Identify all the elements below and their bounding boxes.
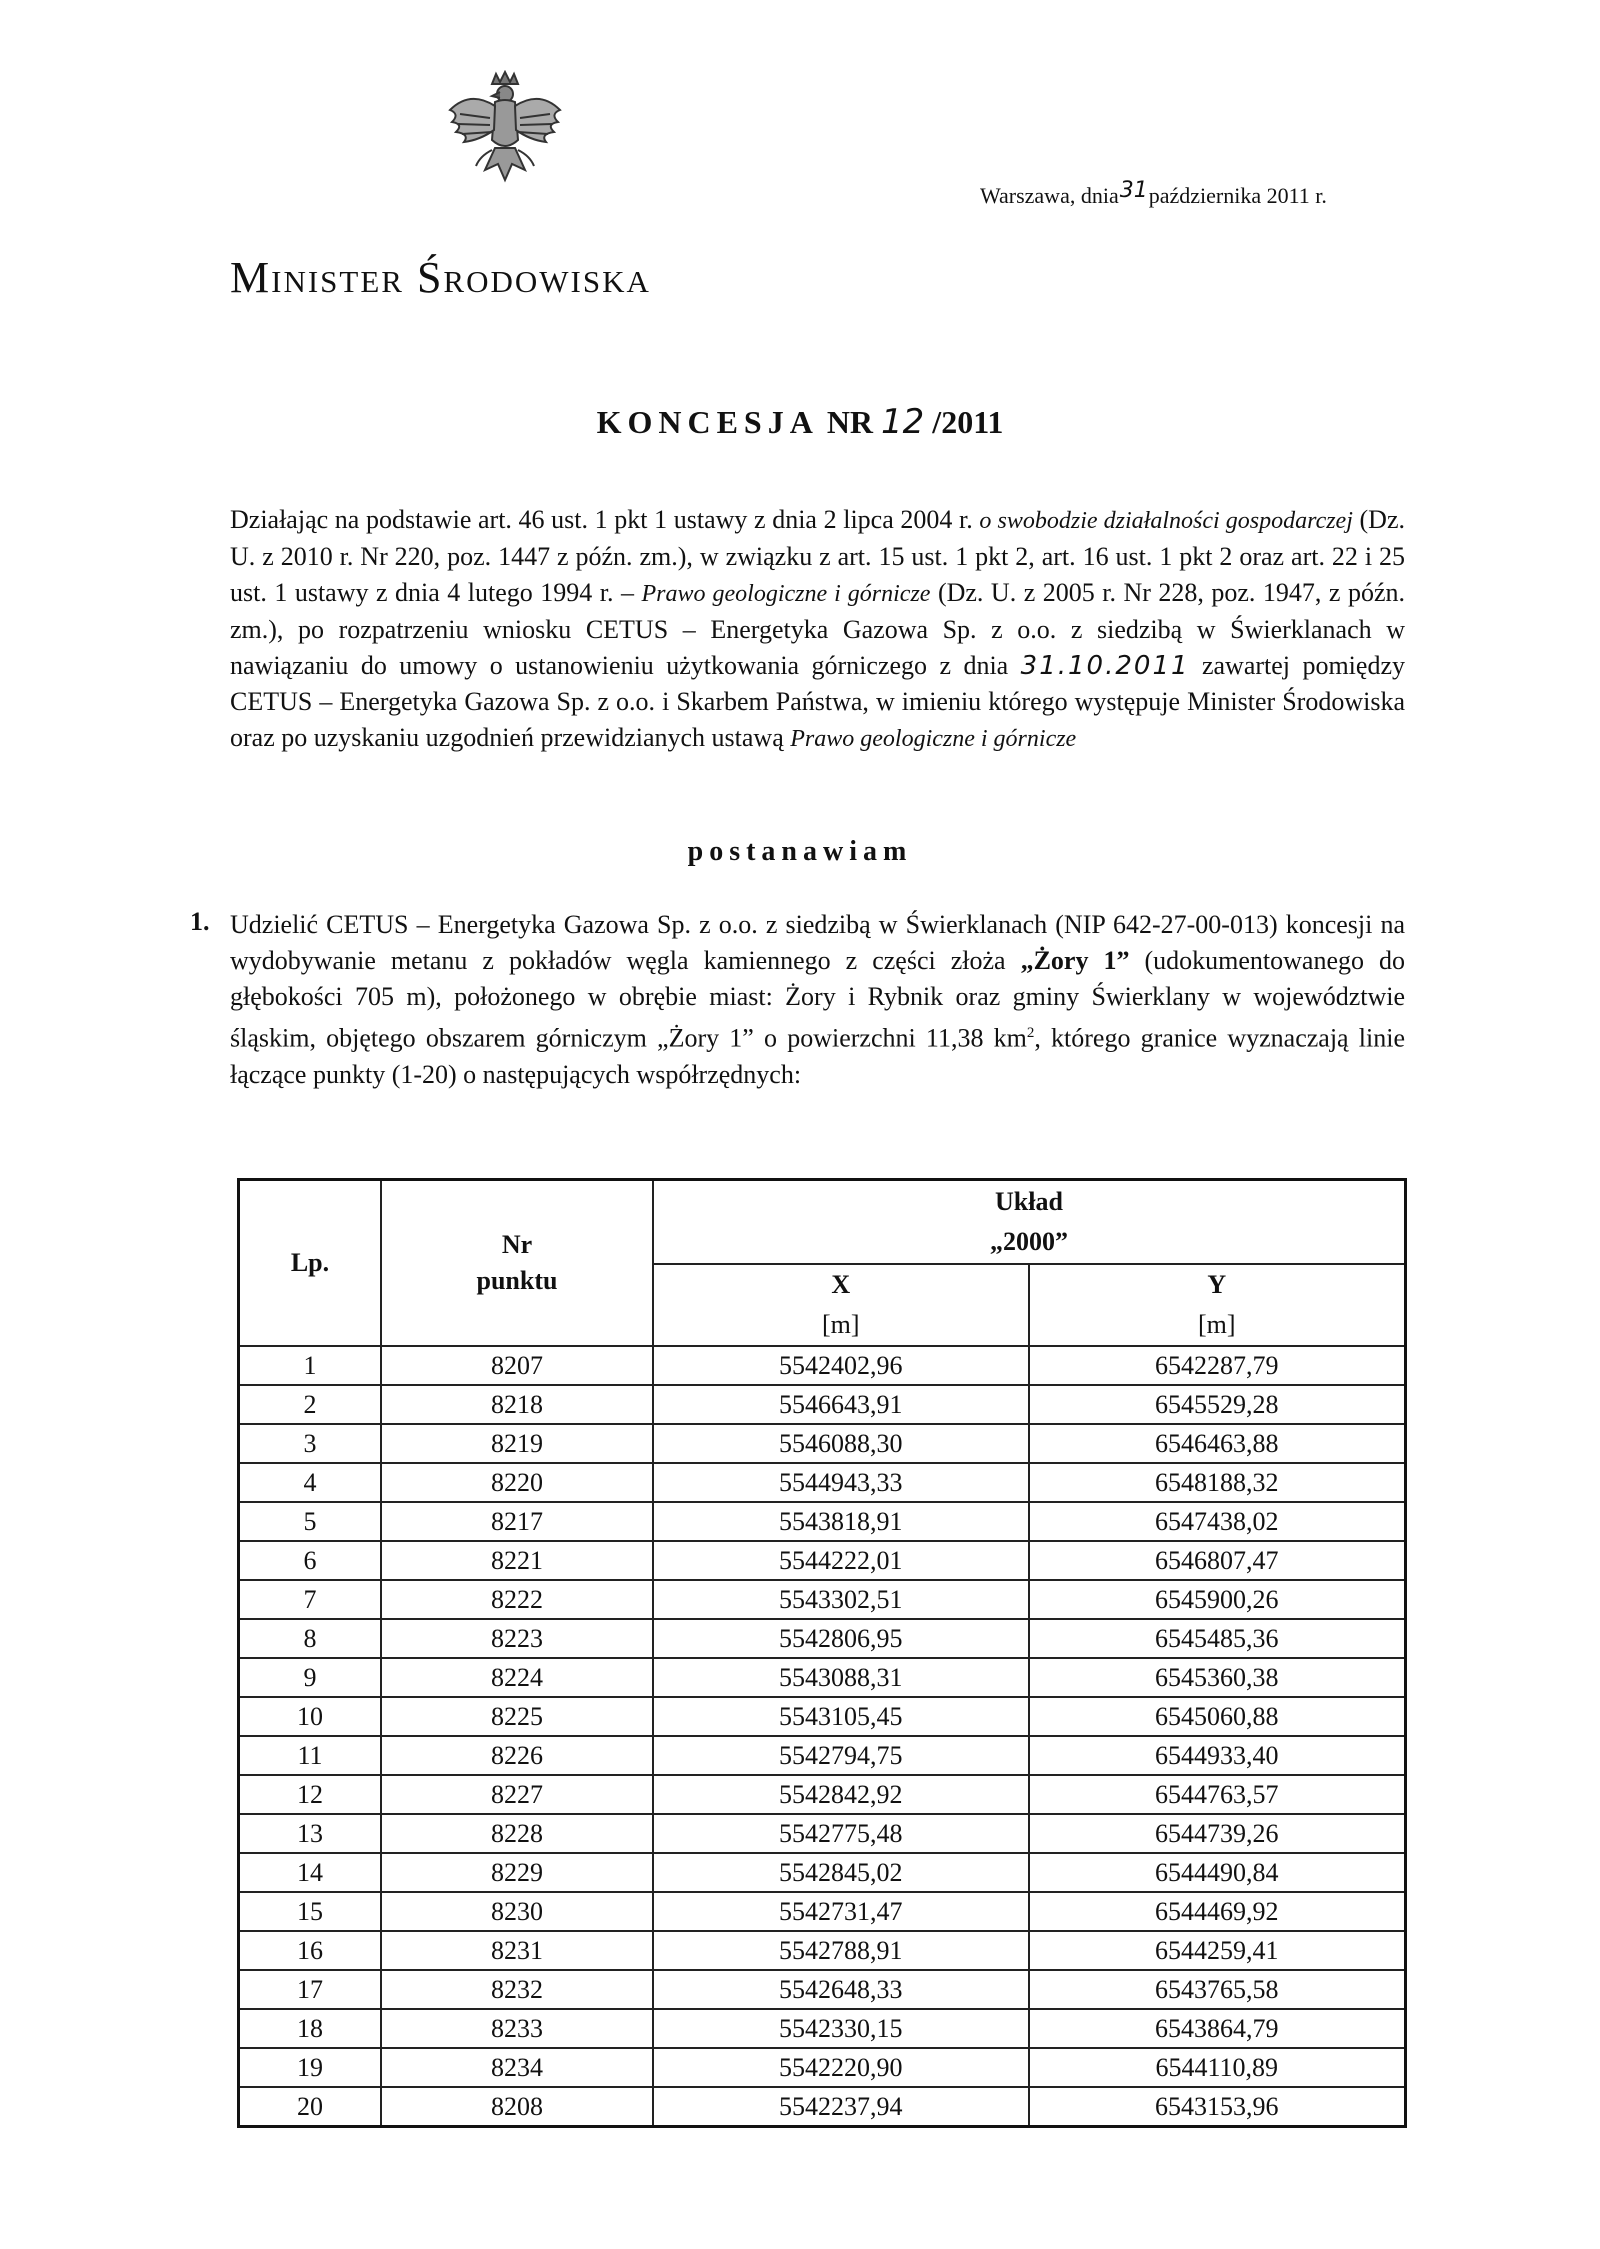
cell-x: 5546643,91 bbox=[653, 1385, 1029, 1424]
cell-x: 5542731,47 bbox=[653, 1892, 1029, 1931]
header-x: X bbox=[653, 1264, 1029, 1305]
intro-text-4: zawartej pomiędzy CETUS – Energetyka Gazowa Sp. z o.o. i Skarbem Państwa, w imieniu którego występuje Minister Środowiska oraz po uzyskaniu uzgodnień przewidzianych ustawą bbox=[230, 651, 1405, 752]
cell-x: 5542648,33 bbox=[653, 1970, 1029, 2009]
title-nr-label: NR bbox=[826, 404, 874, 440]
cell-y: 6547438,02 bbox=[1029, 1502, 1406, 1541]
header-uklad-line1: Układ bbox=[995, 1187, 1063, 1216]
cell-point-number: 8218 bbox=[381, 1385, 653, 1424]
table-row bbox=[239, 1541, 1406, 1580]
cell-x: 5543105,45 bbox=[653, 1697, 1029, 1736]
cell-y: 6545060,88 bbox=[1029, 1697, 1406, 1736]
place-date-prefix: Warszawa, dnia bbox=[980, 183, 1119, 208]
legal-basis-paragraph bbox=[230, 502, 1405, 757]
header-coordinate-system bbox=[653, 1180, 1406, 1265]
cell-point-number: 8208 bbox=[381, 2087, 653, 2127]
cell-y: 6546807,47 bbox=[1029, 1541, 1406, 1580]
table-row bbox=[239, 2009, 1406, 2048]
item-text-2: (udokumentowanego do głębokości 705 m), położonego w obrębie miast: Żory i Rybnik oraz gminy Świerklany w województwie śląskim, objętego obszarem górniczym „Żory 1” o powierzchni 11,38 km bbox=[230, 946, 1405, 1053]
cell-lp: 12 bbox=[239, 1775, 382, 1814]
handwritten-agreement-date: 31.10.2011 bbox=[1020, 651, 1190, 681]
header-y: Y bbox=[1029, 1264, 1406, 1305]
coordinates-table-body bbox=[239, 1346, 1406, 2127]
cell-y: 6544469,92 bbox=[1029, 1892, 1406, 1931]
cell-lp: 15 bbox=[239, 1892, 382, 1931]
cell-point-number: 8233 bbox=[381, 2009, 653, 2048]
decision-heading: postanawiam bbox=[687, 836, 913, 867]
cell-lp: 8 bbox=[239, 1619, 382, 1658]
cell-lp: 5 bbox=[239, 1502, 382, 1541]
cell-x: 5543302,51 bbox=[653, 1580, 1029, 1619]
header-y-unit: [m] bbox=[1029, 1305, 1406, 1346]
header-point-number bbox=[381, 1180, 653, 1347]
cell-y: 6543864,79 bbox=[1029, 2009, 1406, 2048]
cell-point-number: 8231 bbox=[381, 1931, 653, 1970]
cell-lp: 3 bbox=[239, 1424, 382, 1463]
cell-point-number: 8229 bbox=[381, 1853, 653, 1892]
cell-point-number: 8227 bbox=[381, 1775, 653, 1814]
table-row bbox=[239, 2048, 1406, 2087]
item-number: 1. bbox=[190, 907, 210, 936]
place-date-line bbox=[980, 178, 1327, 209]
cell-y: 6545485,36 bbox=[1029, 1619, 1406, 1658]
cell-point-number: 8222 bbox=[381, 1580, 653, 1619]
header-uklad-line2: „2000” bbox=[990, 1227, 1068, 1256]
header-x-unit: [m] bbox=[653, 1305, 1029, 1346]
cell-x: 5542845,02 bbox=[653, 1853, 1029, 1892]
cell-point-number: 8220 bbox=[381, 1463, 653, 1502]
polish-eagle-emblem-icon bbox=[440, 70, 570, 200]
table-row bbox=[239, 1463, 1406, 1502]
cell-x: 5543088,31 bbox=[653, 1658, 1029, 1697]
cell-point-number: 8207 bbox=[381, 1346, 653, 1385]
cell-point-number: 8219 bbox=[381, 1424, 653, 1463]
cell-lp: 7 bbox=[239, 1580, 382, 1619]
title-year-suffix: /2011 bbox=[932, 404, 1004, 440]
cell-y: 6544739,26 bbox=[1029, 1814, 1406, 1853]
cell-x: 5542775,48 bbox=[653, 1814, 1029, 1853]
cell-lp: 14 bbox=[239, 1853, 382, 1892]
cell-point-number: 8223 bbox=[381, 1619, 653, 1658]
table-row bbox=[239, 1736, 1406, 1775]
document-title bbox=[0, 402, 1600, 442]
cell-y: 6545900,26 bbox=[1029, 1580, 1406, 1619]
issuing-authority-heading: Minister Środowiska bbox=[230, 253, 651, 302]
cell-point-number: 8228 bbox=[381, 1814, 653, 1853]
cell-y: 6545360,38 bbox=[1029, 1658, 1406, 1697]
intro-text-3: (Dz. U. z 2005 r. Nr 228, poz. 1947, z późn. zm.), po rozpatrzeniu wniosku CETUS – Energetyka Gazowa Sp. z o.o. z siedzibą w Świerklanach w nawiązaniu do umowy o ustanowieniu użytkowania górniczego z dnia bbox=[230, 578, 1405, 680]
intro-act-title-1: o swobodzie działalności gospodarczej bbox=[979, 508, 1353, 534]
cell-x: 5544943,33 bbox=[653, 1463, 1029, 1502]
cell-point-number: 8230 bbox=[381, 1892, 653, 1931]
cell-y: 6543153,96 bbox=[1029, 2087, 1406, 2127]
table-row bbox=[239, 1970, 1406, 2009]
cell-lp: 13 bbox=[239, 1814, 382, 1853]
item-text-3: , którego granice wyznaczają linie łączące punkty (1-20) o następujących współrzędnych: bbox=[230, 1023, 1405, 1089]
item-text-1: Udzielić CETUS – Energetyka Gazowa Sp. z o.o. z siedzibą w Świerklanach (NIP 642-27-00-013) koncesji na wydobywanie metanu z pokładów węgla kamiennego z części złoża bbox=[230, 910, 1405, 975]
cell-point-number: 8217 bbox=[381, 1502, 653, 1541]
table-row bbox=[239, 1931, 1406, 1970]
header-nr-line2: punktu bbox=[476, 1266, 558, 1295]
cell-point-number: 8234 bbox=[381, 2048, 653, 2087]
cell-x: 5546088,30 bbox=[653, 1424, 1029, 1463]
coordinates-table bbox=[237, 1178, 1407, 2128]
table-row bbox=[239, 1346, 1406, 1385]
cell-lp: 2 bbox=[239, 1385, 382, 1424]
cell-y: 6542287,79 bbox=[1029, 1346, 1406, 1385]
cell-x: 5542220,90 bbox=[653, 2048, 1029, 2087]
cell-y: 6544259,41 bbox=[1029, 1931, 1406, 1970]
cell-lp: 20 bbox=[239, 2087, 382, 2127]
cell-lp: 16 bbox=[239, 1931, 382, 1970]
cell-lp: 6 bbox=[239, 1541, 382, 1580]
header-nr-line1: Nr bbox=[501, 1230, 533, 1259]
cell-x: 5542237,94 bbox=[653, 2087, 1029, 2127]
table-row bbox=[239, 1775, 1406, 1814]
cell-y: 6544763,57 bbox=[1029, 1775, 1406, 1814]
cell-x: 5542842,92 bbox=[653, 1775, 1029, 1814]
deposit-name: „Żory 1” bbox=[1020, 946, 1130, 975]
cell-lp: 11 bbox=[239, 1736, 382, 1775]
place-date-suffix: października 2011 r. bbox=[1148, 183, 1327, 208]
cell-x: 5542330,15 bbox=[653, 2009, 1029, 2048]
cell-lp: 1 bbox=[239, 1346, 382, 1385]
cell-x: 5542788,91 bbox=[653, 1931, 1029, 1970]
header-lp: Lp. bbox=[239, 1180, 382, 1347]
cell-y: 6544490,84 bbox=[1029, 1853, 1406, 1892]
table-row bbox=[239, 1424, 1406, 1463]
cell-lp: 17 bbox=[239, 1970, 382, 2009]
table-row bbox=[239, 1502, 1406, 1541]
table-row bbox=[239, 1697, 1406, 1736]
intro-act-title-3: Prawo geologiczne i górnicze bbox=[790, 726, 1077, 752]
cell-lp: 9 bbox=[239, 1658, 382, 1697]
cell-y: 6546463,88 bbox=[1029, 1424, 1406, 1463]
cell-x: 5542794,75 bbox=[653, 1736, 1029, 1775]
handwritten-day: 31 bbox=[1119, 178, 1148, 203]
cell-x: 5543818,91 bbox=[653, 1502, 1029, 1541]
table-row bbox=[239, 1580, 1406, 1619]
cell-point-number: 8221 bbox=[381, 1541, 653, 1580]
cell-x: 5544222,01 bbox=[653, 1541, 1029, 1580]
intro-act-title-2: Prawo geologiczne i górnicze bbox=[641, 581, 931, 607]
table-row bbox=[239, 1619, 1406, 1658]
cell-y: 6544933,40 bbox=[1029, 1736, 1406, 1775]
table-row bbox=[239, 2087, 1406, 2127]
cell-lp: 19 bbox=[239, 2048, 382, 2087]
cell-y: 6544110,89 bbox=[1029, 2048, 1406, 2087]
cell-x: 5542402,96 bbox=[653, 1346, 1029, 1385]
cell-y: 6548188,32 bbox=[1029, 1463, 1406, 1502]
intro-text-2: (Dz. U. z 2010 r. Nr 220, poz. 1447 z późn. zm.), w związku z art. 15 ust. 1 pkt 2, art. 16 ust. 1 pkt 2 oraz art. 22 i 25 ust. 1 ustawy z dnia 4 lutego 1994 r. – bbox=[230, 505, 1405, 607]
cell-x: 5542806,95 bbox=[653, 1619, 1029, 1658]
table-row bbox=[239, 1853, 1406, 1892]
intro-text-1: Działając na podstawie art. 46 ust. 1 pkt 1 ustawy z dnia 2 lipca 2004 r. bbox=[230, 505, 980, 534]
cell-point-number: 8226 bbox=[381, 1736, 653, 1775]
table-row bbox=[239, 1385, 1406, 1424]
cell-point-number: 8232 bbox=[381, 1970, 653, 2009]
area-unit-superscript: 2 bbox=[1026, 1025, 1035, 1041]
table-row bbox=[239, 1892, 1406, 1931]
cell-point-number: 8225 bbox=[381, 1697, 653, 1736]
title-prefix: KONCESJA bbox=[596, 404, 819, 440]
table-row bbox=[239, 1658, 1406, 1697]
cell-y: 6545529,28 bbox=[1029, 1385, 1406, 1424]
handwritten-concession-number: 12 bbox=[881, 402, 925, 442]
cell-lp: 4 bbox=[239, 1463, 382, 1502]
table-row bbox=[239, 1814, 1406, 1853]
cell-y: 6543765,58 bbox=[1029, 1970, 1406, 2009]
cell-lp: 10 bbox=[239, 1697, 382, 1736]
cell-lp: 18 bbox=[239, 2009, 382, 2048]
decision-item-1 bbox=[230, 907, 1405, 1093]
cell-point-number: 8224 bbox=[381, 1658, 653, 1697]
